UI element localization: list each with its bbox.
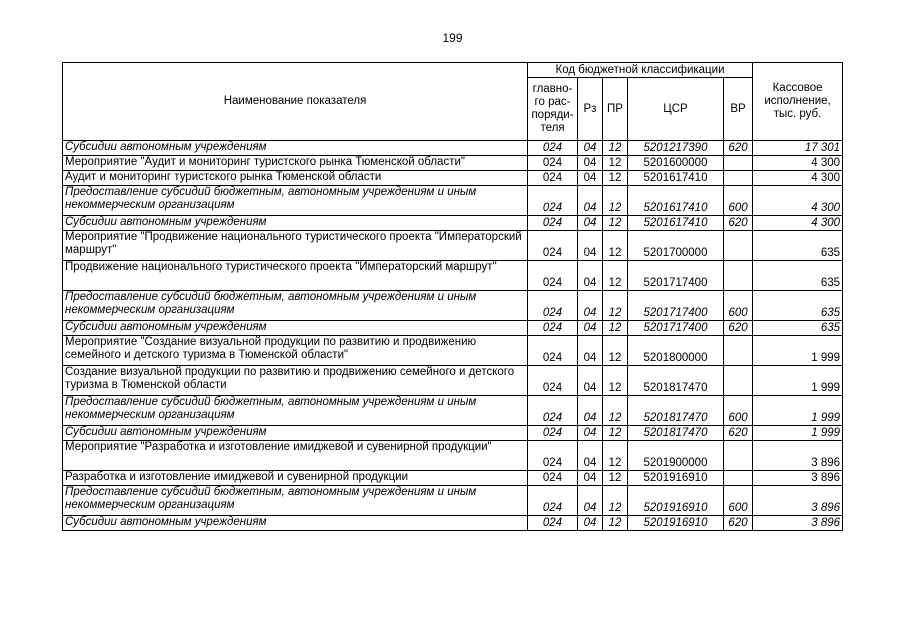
row-pr-code: 12 xyxy=(603,156,628,171)
row-amount: 635 xyxy=(753,291,843,321)
row-amount: 635 xyxy=(753,231,843,261)
row-vr-code: 620 xyxy=(724,141,753,156)
row-glav-code: 024 xyxy=(528,336,578,366)
row-glav-code: 024 xyxy=(528,426,578,441)
row-glav-code: 024 xyxy=(528,441,578,471)
table-row xyxy=(63,231,843,261)
row-amount: 3 896 xyxy=(753,441,843,471)
row-pr-code: 12 xyxy=(603,186,628,216)
row-pr-code: 12 xyxy=(603,216,628,231)
row-name: Субсидии автономным учреждениям xyxy=(63,426,528,441)
budget-table xyxy=(62,62,843,531)
row-amount: 4 300 xyxy=(753,216,843,231)
row-amount: 4 300 xyxy=(753,171,843,186)
table-row xyxy=(63,471,843,486)
row-amount: 3 896 xyxy=(753,516,843,531)
row-glav-code: 024 xyxy=(528,486,578,516)
table-row xyxy=(63,186,843,216)
row-vr-code: 620 xyxy=(724,216,753,231)
row-csr-code: 5201617410 xyxy=(628,216,724,231)
row-name: Продвижение национального туристического проекта "Императорский маршрут" xyxy=(63,261,528,291)
row-csr-code: 5201700000 xyxy=(628,231,724,261)
row-amount: 3 896 xyxy=(753,471,843,486)
row-amount: 1 999 xyxy=(753,336,843,366)
row-csr-code: 5201900000 xyxy=(628,441,724,471)
row-name: Мероприятие "Аудит и мониторинг туристского рынка Тюменской области" xyxy=(63,156,528,171)
row-glav-code: 024 xyxy=(528,216,578,231)
table-row xyxy=(63,441,843,471)
row-rz-code: 04 xyxy=(578,441,603,471)
row-name: Предоставление субсидий бюджетным, автономным учреждениям и иным некоммерческим организациям xyxy=(63,291,528,321)
table-row xyxy=(63,516,843,531)
row-pr-code: 12 xyxy=(603,426,628,441)
row-rz-code: 04 xyxy=(578,156,603,171)
row-pr-code: 12 xyxy=(603,231,628,261)
row-csr-code: 5201717400 xyxy=(628,291,724,321)
row-csr-code: 5201617410 xyxy=(628,171,724,186)
header-glav: главно-го рас-поряди-теля xyxy=(528,78,578,141)
table-row xyxy=(63,366,843,396)
row-rz-code: 04 xyxy=(578,336,603,366)
row-vr-code: 600 xyxy=(724,396,753,426)
table-body xyxy=(63,141,843,531)
row-amount: 635 xyxy=(753,321,843,336)
row-vr-code xyxy=(724,231,753,261)
row-vr-code: 600 xyxy=(724,186,753,216)
row-csr-code: 5201217390 xyxy=(628,141,724,156)
table-row xyxy=(63,426,843,441)
table-row xyxy=(63,486,843,516)
row-csr-code: 5201800000 xyxy=(628,336,724,366)
row-amount: 17 301 xyxy=(753,141,843,156)
row-name: Предоставление субсидий бюджетным, автономным учреждениям и иным некоммерческим организациям xyxy=(63,186,528,216)
row-name: Создание визуальной продукции по развитию и продвижению семейного и детского туризма в Тюменской области xyxy=(63,366,528,396)
row-name: Субсидии автономным учреждениям xyxy=(63,321,528,336)
header-pr: ПР xyxy=(603,78,628,141)
row-name: Субсидии автономным учреждениям xyxy=(63,516,528,531)
row-vr-code: 600 xyxy=(724,291,753,321)
row-pr-code: 12 xyxy=(603,336,628,366)
row-rz-code: 04 xyxy=(578,486,603,516)
row-csr-code: 5201916910 xyxy=(628,486,724,516)
row-amount: 1 999 xyxy=(753,396,843,426)
row-name: Мероприятие "Продвижение национального туристического проекта "Императорский маршрут" xyxy=(63,231,528,261)
header-vr: ВР xyxy=(724,78,753,141)
row-csr-code: 5201617410 xyxy=(628,186,724,216)
row-csr-code: 5201717400 xyxy=(628,261,724,291)
row-glav-code: 024 xyxy=(528,321,578,336)
row-glav-code: 024 xyxy=(528,231,578,261)
row-pr-code: 12 xyxy=(603,441,628,471)
row-rz-code: 04 xyxy=(578,216,603,231)
row-name: Предоставление субсидий бюджетным, автономным учреждениям и иным некоммерческим организациям xyxy=(63,396,528,426)
table-row xyxy=(63,291,843,321)
row-vr-code xyxy=(724,441,753,471)
table-row xyxy=(63,141,843,156)
row-pr-code: 12 xyxy=(603,486,628,516)
row-pr-code: 12 xyxy=(603,261,628,291)
header-code-group: Код бюджетной классификации xyxy=(528,63,753,78)
row-glav-code: 024 xyxy=(528,366,578,396)
row-rz-code: 04 xyxy=(578,231,603,261)
row-pr-code: 12 xyxy=(603,291,628,321)
row-amount: 1 999 xyxy=(753,366,843,396)
row-amount: 3 896 xyxy=(753,486,843,516)
row-amount: 4 300 xyxy=(753,186,843,216)
row-pr-code: 12 xyxy=(603,516,628,531)
table-header xyxy=(63,63,843,141)
row-vr-code xyxy=(724,261,753,291)
row-name: Предоставление субсидий бюджетным, автономным учреждениям и иным некоммерческим организациям xyxy=(63,486,528,516)
row-pr-code: 12 xyxy=(603,366,628,396)
row-glav-code: 024 xyxy=(528,156,578,171)
row-glav-code: 024 xyxy=(528,291,578,321)
row-name: Субсидии автономным учреждениям xyxy=(63,141,528,156)
page-number: 199 xyxy=(442,31,463,45)
row-name: Мероприятие "Создание визуальной продукции по развитию и продвижению семейного и детского туризма в Тюменской области" xyxy=(63,336,528,366)
row-rz-code: 04 xyxy=(578,471,603,486)
row-amount: 1 999 xyxy=(753,426,843,441)
row-pr-code: 12 xyxy=(603,321,628,336)
row-glav-code: 024 xyxy=(528,471,578,486)
row-rz-code: 04 xyxy=(578,366,603,396)
row-vr-code: 600 xyxy=(724,486,753,516)
row-glav-code: 024 xyxy=(528,261,578,291)
row-pr-code: 12 xyxy=(603,396,628,426)
row-rz-code: 04 xyxy=(578,321,603,336)
row-pr-code: 12 xyxy=(603,171,628,186)
row-csr-code: 5201817470 xyxy=(628,396,724,426)
table-row xyxy=(63,321,843,336)
row-vr-code xyxy=(724,336,753,366)
row-csr-code: 5201916910 xyxy=(628,471,724,486)
row-rz-code: 04 xyxy=(578,426,603,441)
row-csr-code: 5201916910 xyxy=(628,516,724,531)
row-glav-code: 024 xyxy=(528,171,578,186)
row-vr-code xyxy=(724,171,753,186)
row-vr-code xyxy=(724,366,753,396)
row-csr-code: 5201600000 xyxy=(628,156,724,171)
row-csr-code: 5201817470 xyxy=(628,426,724,441)
row-pr-code: 12 xyxy=(603,471,628,486)
row-glav-code: 024 xyxy=(528,186,578,216)
table-row xyxy=(63,336,843,366)
row-glav-code: 024 xyxy=(528,396,578,426)
row-rz-code: 04 xyxy=(578,261,603,291)
row-vr-code xyxy=(724,471,753,486)
row-vr-code: 620 xyxy=(724,516,753,531)
row-rz-code: 04 xyxy=(578,186,603,216)
row-glav-code: 024 xyxy=(528,516,578,531)
header-amount: Кассовое исполнение, тыс. руб. xyxy=(753,63,843,141)
table-row xyxy=(63,156,843,171)
header-name-column: Наименование показателя xyxy=(63,63,528,141)
row-csr-code: 5201717400 xyxy=(628,321,724,336)
row-rz-code: 04 xyxy=(578,171,603,186)
table-row xyxy=(63,261,843,291)
row-vr-code xyxy=(724,156,753,171)
row-name: Аудит и мониторинг туристского рынка Тюменской области xyxy=(63,171,528,186)
row-rz-code: 04 xyxy=(578,291,603,321)
row-amount: 4 300 xyxy=(753,156,843,171)
row-pr-code: 12 xyxy=(603,141,628,156)
header-rz: Рз xyxy=(578,78,603,141)
row-rz-code: 04 xyxy=(578,141,603,156)
row-amount: 635 xyxy=(753,261,843,291)
row-csr-code: 5201817470 xyxy=(628,366,724,396)
table-row xyxy=(63,396,843,426)
row-vr-code: 620 xyxy=(724,321,753,336)
table-row xyxy=(63,171,843,186)
row-vr-code: 620 xyxy=(724,426,753,441)
table-row xyxy=(63,216,843,231)
row-name: Субсидии автономным учреждениям xyxy=(63,216,528,231)
row-rz-code: 04 xyxy=(578,396,603,426)
row-rz-code: 04 xyxy=(578,516,603,531)
row-name: Мероприятие "Разработка и изготовление имиджевой и сувенирной продукции" xyxy=(63,441,528,471)
header-csr: ЦСР xyxy=(628,78,724,141)
row-glav-code: 024 xyxy=(528,141,578,156)
row-name: Разработка и изготовление имиджевой и сувенирной продукции xyxy=(63,471,528,486)
